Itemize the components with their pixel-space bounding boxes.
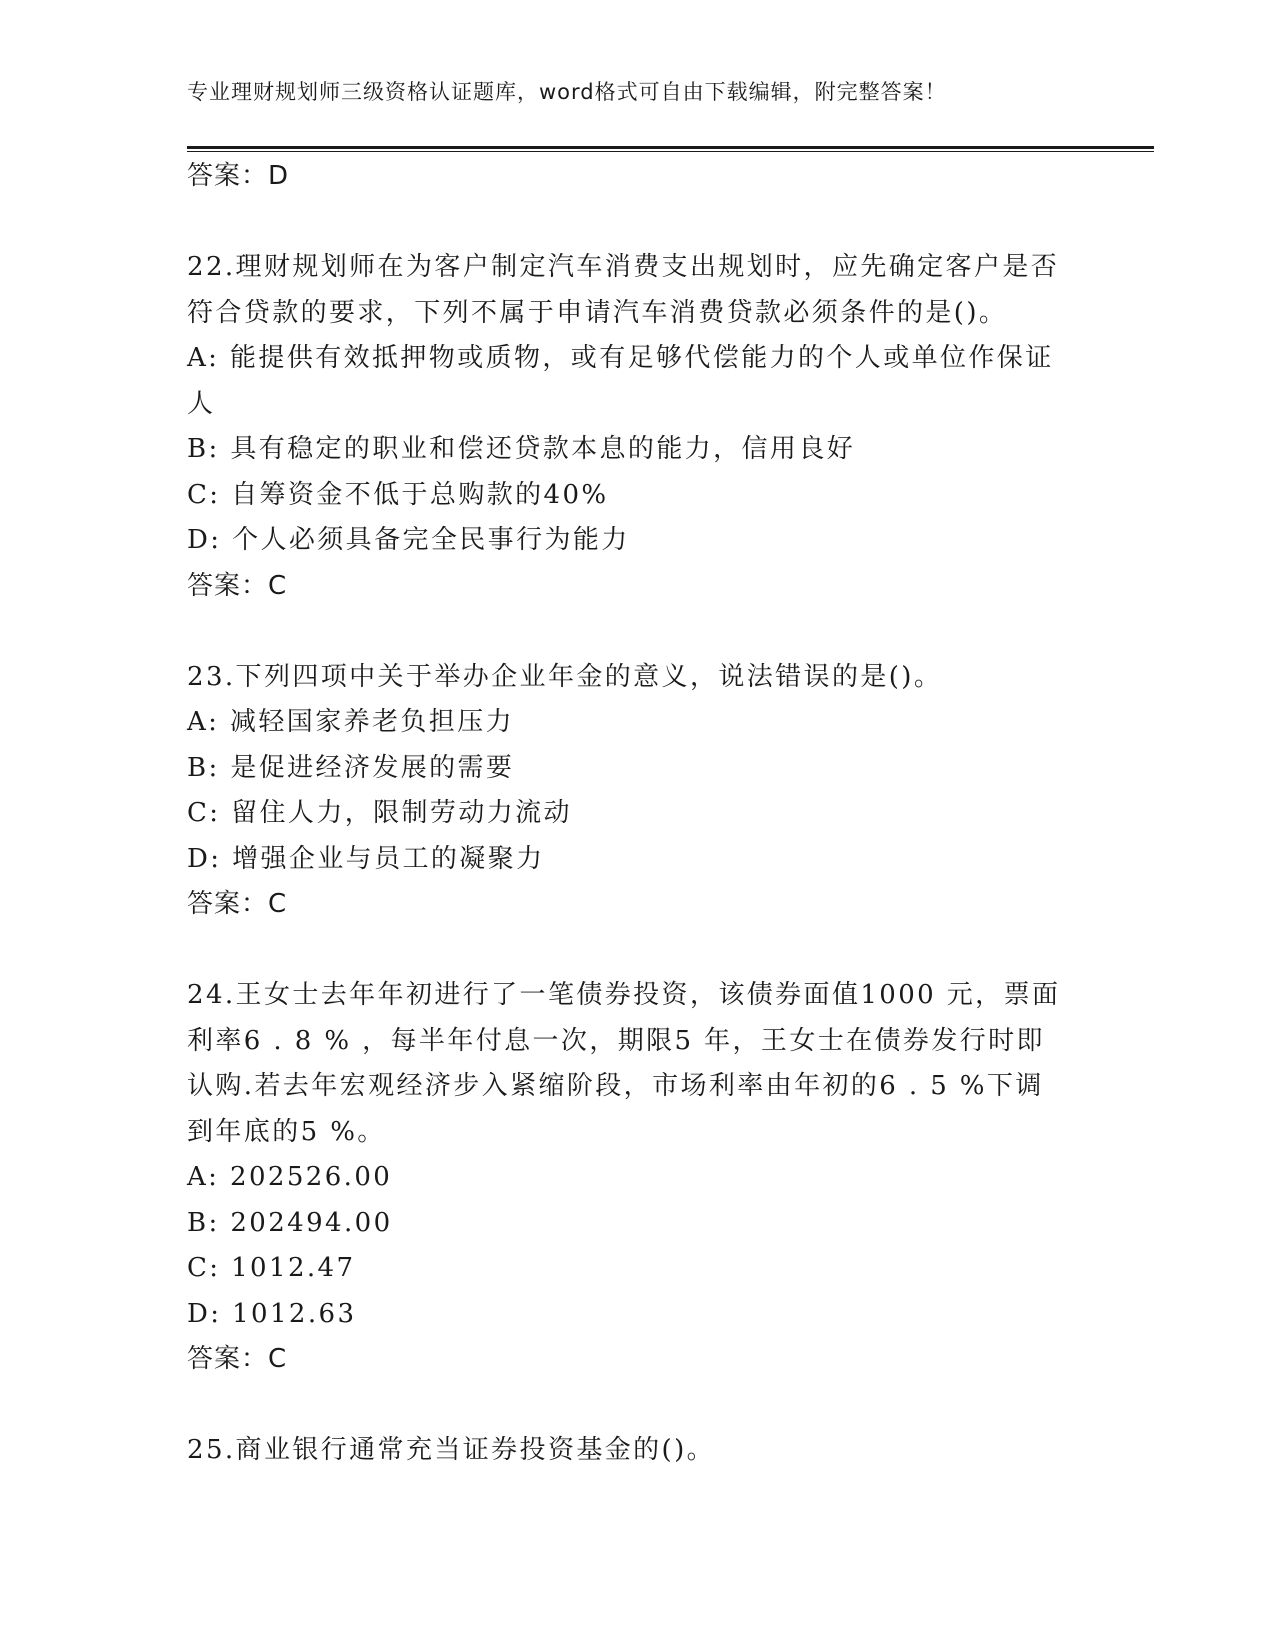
document-page [187, 0, 1147, 1650]
question-stem-line: 23.下列四项中关于举办企业年金的意义，说法错误的是()。 [187, 661, 943, 692]
question-list [187, 154, 1087, 1474]
spacer [187, 928, 1087, 974]
option-c: C: 自筹资金不低于总购款的40% [187, 479, 609, 510]
answer: 答案：C [187, 889, 288, 919]
header-divider [187, 146, 1154, 152]
previous-answer: 答案：D [187, 161, 290, 191]
answer: 答案：C [187, 1344, 288, 1374]
spacer [187, 1383, 1087, 1429]
question-stem-line: 认购.若去年宏观经济步入紧缩阶段，市场利率由年初的6 . 5 %下调 [187, 1071, 1044, 1101]
question-stem-line: 符合贷款的要求，下列不属于申请汽车消费贷款必须条件的是()。 [187, 297, 1008, 328]
option-a-continued: 人 [187, 388, 216, 419]
answer: 答案：C [187, 570, 288, 601]
spacer [187, 609, 1087, 655]
option-d: D: 个人必须具备完全民事行为能力 [187, 525, 630, 555]
spacer [187, 200, 1087, 246]
question-stem-line: 25.商业银行通常充当证券投资基金的()。 [187, 1435, 716, 1465]
option-b: B: 是促进经济发展的需要 [187, 752, 515, 783]
question-stem-line: 利率6 . 8 % ，每半年付息一次，期限5 年，王女士在债券发行时即 [187, 1025, 1045, 1056]
question-25 [187, 1428, 1087, 1474]
question-stem-line: 24.王女士去年年初进行了一笔债券投资，该债券面值1000 元，票面 [187, 980, 1061, 1010]
question-22 [187, 245, 1087, 609]
question-stem-line: 22.理财规划师在为客户制定汽车消费支出规划时，应先确定客户是否 [187, 252, 1060, 282]
option-a: A: 能提供有效抵押物或质物，或有足够代偿能力的个人或单位作保证 [187, 343, 1054, 373]
option-a: A: 减轻国家养老负担压力 [187, 707, 515, 737]
option-b: B: 202494.00 [187, 1207, 393, 1238]
option-d: D: 1012.63 [187, 1298, 357, 1329]
question-24 [187, 973, 1087, 1383]
option-d: D: 增强企业与员工的凝聚力 [187, 843, 545, 874]
question-23 [187, 655, 1087, 928]
page-header: 专业理财规划师三级资格认证题库，word格式可自由下载编辑，附完整答案！ [187, 80, 947, 104]
option-b: B: 具有稳定的职业和偿还贷款本息的能力，信用良好 [187, 434, 856, 464]
question-stem-line: 到年底的5 %。 [187, 1116, 386, 1147]
option-a: A: 202526.00 [187, 1162, 393, 1192]
option-c: C: 1012.47 [187, 1253, 356, 1283]
option-c: C: 留住人力，限制劳动力流动 [187, 798, 572, 828]
